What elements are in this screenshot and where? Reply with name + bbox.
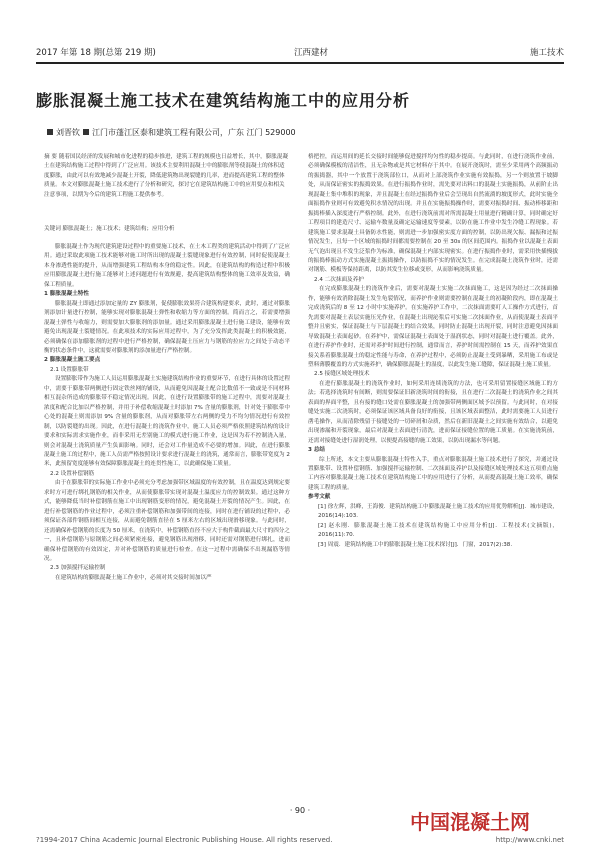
- section-heading: 1 膨胀混凝土特性: [44, 291, 89, 298]
- body-paragraph: 膨胀混凝土作为现代建筑建设过程中的重要施工技术，在土木工程类的建筑活动中得到了广泛应用。通过采取此项施工技术能够对施工时所出现的混凝土裂缝现象进行有效控制，同时促使混凝土本身渗透性能的提升，从而增强建筑工程结构本身的稳定性。因此，在建筑结构的构造过程中积极应用膨胀混凝土进行施工能够对上述问题进行有效规避，提高建筑结构整体的施工效率及效益，确保工程质量。: [44, 244, 290, 288]
- square-bullet-icon: [47, 129, 53, 135]
- body-paragraph: 格把控，而运用间的延长交接时间能够促进搅拌均匀性的稳步提高。与此同时，在进行浇筑作业前，必须确保模板的清洁性，且无杂物或是其它材料存于其中。在展开浇筑时，需至少采用两个高频振动的振捣器，其中一个放置于浇筑部位口，从而对上部浇筑作业实施有效振捣，另一个则放置于坡脚处，从而保证密实的振捣效果。在进行振捣作业时，需先要对出料口的混凝土实施振捣，从前阶止出现混凝土集中堆积的现象，并且混凝土在经过振捣作业后会呈现出自然流淌的坡度形式，此时实施全面振捣作业则可有效避免积水情况的出现。并且在实施振捣操作时，需要对振捣时间、振动棒移距和振捣棒插入深度进行严格控制。此外，在进行浇筑前需对所需混凝土用量进行精确计算，同时确定好工程项目的建造尺寸、运输车数量及确定运输速度等要素，以防在施工作业中发生冷缝工程现象。若建筑施工要求混凝土具备防水性能，则需进一步加强密实度方面的控制，以防出现欠振、漏振和过振情况发生，且每一个区域的振捣时间都需要控制在 20 至 30s 的区间范围内。振捣作业以混凝土表面无气泡出现且不发生泛浆作为标准，确保混凝土内部实现密实。在进行振捣作业时，需采用快插慢拔的振捣棒振动方式实施混凝土振捣操作，以防振捣不实的情况发生。在完成混凝土浇筑作业时，还需对钢筋、模板等保持距离，以防其发生位移或变形，从而影响浇筑质量。: [308, 154, 558, 274]
- square-bullet-icon: [83, 129, 89, 135]
- left-column: [44, 243, 290, 583]
- subsection-heading: 2.4 二次抹面及养护: [314, 276, 364, 283]
- author-line: [44, 127, 296, 138]
- body-paragraph: 在进行膨胀混凝土的浇筑作业时，如何采用连续浇筑的方法，也可采用留置接缝区域施工的方法；若选择浇筑时有间断，则需要保证旧新浇筑时间的衔接，且在进行二次混凝土的浇筑作业之间其表面的界面平整，且有接的缝口处需在膨胀混凝土的加强带两侧面区域予以预留。与此同时，在对接缝处实施二次浇筑时，必须保证该区域具备良好的衔接，且该区域表面整洁，此时需要施工人员进行凿毛操作，从而清除残留于接缝处的一切碎屑和杂质，然后在新旧混凝土之间实施有效结合，以避免出现渗漏和开裂现象，最后对混凝土表面进行清洗，进而保证接缝位置的施工质量。在实施浇筑前，还需对接缝处进行湿润处理，以便提高接缝的施工效果，以防出现漏水等问题。: [308, 380, 558, 444]
- reference-item: [1] 徐左辉，洪峰，王海俊．建筑结构施工中膨胀混凝土施工技术的应用优势解析[J]．城市建设，2016(14):103.: [318, 503, 558, 520]
- author-name: 刘晋钦: [56, 128, 80, 137]
- reference-item: [3] 周震．建筑结构施工中的膨胀混凝土施工技术探讨[J]．门窗，2017(2):38.: [318, 541, 513, 548]
- body-paragraph: 在建筑结构的膨胀混凝土施工作业中，必须对其交接时间加以严: [55, 574, 212, 581]
- subsection-heading: 2.3 加强搅拌运输控制: [50, 565, 106, 572]
- copyright-line: [36, 836, 564, 844]
- body-paragraph: 膨胀混凝土即通过添加定量的 ZY 膨胀剂，促使膨胀效果符合建筑构建要求，此时，通过对膨胀剂添加计量进行控制，能够实现对膨胀混凝土弹性和收缩力等方面的控制。简而言之，若需要增强混凝土弹性与收缩力，则需要加大膨胀剂的添加量。通过采用膨胀混凝土进行施工建设，能够有效避免出现混凝土裂缝情况。在此项技术的实际应用过程中，为了充分发挥此类混凝土的积极效能，必须确保在添加膨胀剂的过程中进行严格控制，确保混凝土压应力与钢筋的拉应力之间处于动态平衡的状态条件中，这就需要对膨胀剂的添加量进行严格控制。: [44, 300, 290, 354]
- issue-label: 2017 年第 18 期(总第 219 期): [36, 48, 156, 58]
- body-paragraph: 设置膨胀带作为施工人员运用膨胀混凝土实施建筑结构作业的重要环节，在进行具体的设置过程中，需要于膨胀带两侧进行固定铁丝网的铺设，从而避免因混凝土配合比数值不一致或是不同材料相互混杂所造成的膨胀带不稳定情况出现。因此，在进行设置膨胀带的施工过程中，需要对混凝土浓度和配合比加以严格控制，并用于补偿收缩混凝土时添加 7% 含量的膨胀剂，针对处于膨胀带中心处的混凝土则需添加 9% 含量的膨胀剂，从而对膨胀带左右两侧的受力不均匀情况进行有效控制，以防裂缝的出现。因此，在进行混凝土的浇筑作业中，施工人员必须严格依照建筑结构的设计要求和实际需求实施作业，而非采用无差别施工的模式进行施工作业，这是因为若不控制浇入量，则会对混凝土浇筑质量产生负面影响。同时，还会对工作量造成不必要的增加。因此，在进行膨胀混凝土施工的过程中，施工人员需严格按照设计要求进行混凝土的浇筑，通常而言，膨胀带宽度为 2 米，此预留宽度能够有效保障膨胀混凝土的连贯性施工，以此确保施工质量。: [44, 376, 290, 468]
- journal-name: 江西建材: [294, 48, 329, 58]
- paper-title: 膨胀混凝土施工技术在建筑结构施工中的应用分析: [36, 91, 411, 110]
- reference-item: [2] 赵永刚．膨胀混凝土施工技术在建筑结构施工中应用分析[J]．工程技术(文摘版)，2016(11):70.: [318, 522, 558, 539]
- section-heading: 参考文献: [308, 494, 331, 501]
- keywords: 关键词 膨胀混凝土；施工技术；建筑结构；应用分析: [44, 226, 175, 232]
- watermark-logo: 中国混凝土网: [410, 810, 530, 834]
- running-header: [36, 46, 564, 60]
- subsection-heading: 2.2 设置补偿钢筋: [50, 470, 95, 477]
- page-number: · 90 ·: [289, 806, 311, 815]
- column-name: 施工技术: [529, 48, 564, 58]
- subsection-heading: 2.5 接缝区域处理技术: [314, 371, 370, 378]
- abstract: 摘 要 随着国民经济的发展和城市化进程的稳步推进，建筑工程的规模也日益增长，其中，膨胀混凝土在建筑结构施工过程中得到了广泛应用。该技术主要利用混凝土中的膨胀剂等使混凝土的体积适度膨胀，由此可以有效地减少混凝土开裂，降低建筑物出现裂缝的几率，进而提高建筑工程的整体质量。本文对膨胀混凝土施工技术进行了分析和研究，探讨它在建筑结构施工中的应用要点和相关注意事项，以期为今后的建筑工程施工提供参考。: [44, 154, 289, 198]
- body-paragraph: 由于在膨胀带的实际施工作业中必须充分考虑加强带区域温度的有效控制，且在温度达到规定要求时方可进行绑扎钢筋的相关作业，从而使膨胀带实现对混凝土温度应力的控制效果。通过这种方式，能够降低当时补偿钢筋在施工中出现钢筋变形的情况，避免混凝土开裂的情况产生。因此，在进行补偿钢筋的作业过程中，必须注重补偿钢筋和加强带间的连接，同时在进行铺设的过程中，必须保证各部件钢筋间相互连接，从而避免钢筋直径在 5 厘米左右的区域出现滑移现象。与此同时，还需确保补偿钢筋的长度为 50 厘米，在浇筑中，补偿钢筋直径不应大于构件截面最大尺寸的四分之一，且补偿钢筋与原钢筋之间必须紧密连接，避免钢筋出现滑移，同时还需对钢筋进行绑扎，进而确保补偿钢筋的有效固定，并对补偿钢筋的质量进行检查。在这一过程中需确保不出现漏筋等情况。: [44, 480, 290, 562]
- author-affiliation: 江门市蓬江区泰和建筑工程有限公司，广东 江门 529000: [92, 128, 296, 137]
- section-heading: 2 膨胀混凝土施工要点: [44, 357, 101, 364]
- header-rule: [36, 62, 564, 64]
- right-column: [308, 153, 558, 550]
- copyright-url[interactable]: http://www.cnki.net: [495, 836, 564, 844]
- body-paragraph: 在完成膨胀混凝土的浇筑作业后，需要对混凝土实施二次抹面施工，这是因为经过二次抹面操作，能够有效消除混凝土发生龟裂情况，而养护作业则需要控制在混凝土的初凝阶段内，即在混凝土完成浇筑后的 8 至 12 小时中实施养护。在实施养护工作中，二次抹面需要叮人工操作方式进行，首先需要对混凝土表层实施压光作业，在混凝土出现泌浆后可实施二次抹面作业，从而使混凝土表面平整并且密实，保证混凝土与下层混凝土的结合效果，同时防止混凝土出现开裂，同时注意避免因抹面导致混凝土表面起砂。在养护中，需保证混凝土表面处于湿润状态，同时对混凝土进行覆盖。此外，在进行养护作业时，还需对养护时间进行控制，通常而言，养护时间需控制在 15 天，而养护效果直接关系着膨胀混凝土的稳定性能与寿命，在养护过程中，必须防止混凝土受到暴晒，采用施工布或是塑料薄膜覆盖的方式实施养护，确保膨胀混凝土的湿度，以此发生施工缝隙，保证混凝土施工质量。: [308, 286, 558, 368]
- body-paragraph: 综上所述，本文主要从膨胀混凝土特性入手，重点对膨胀混凝土施工技术进行了探究，并通过设置膨胀带、设置补偿钢筋、加强搅拌运输控制、二次抹面及养护以及接缝区域处理技术这五项重点施工内容对膨胀混凝土施工技术在建筑结构施工中的应用进行了分析，从而提高混凝土施工效率，确保建筑工程的质量。: [308, 456, 558, 491]
- section-heading: 3 总结: [308, 447, 326, 454]
- subsection-heading: 2.1 设置膨胀带: [50, 366, 89, 373]
- copyright-text: ?1994-2017 China Academic Journal Electronic Publishing House. All rights reserved.: [36, 836, 333, 844]
